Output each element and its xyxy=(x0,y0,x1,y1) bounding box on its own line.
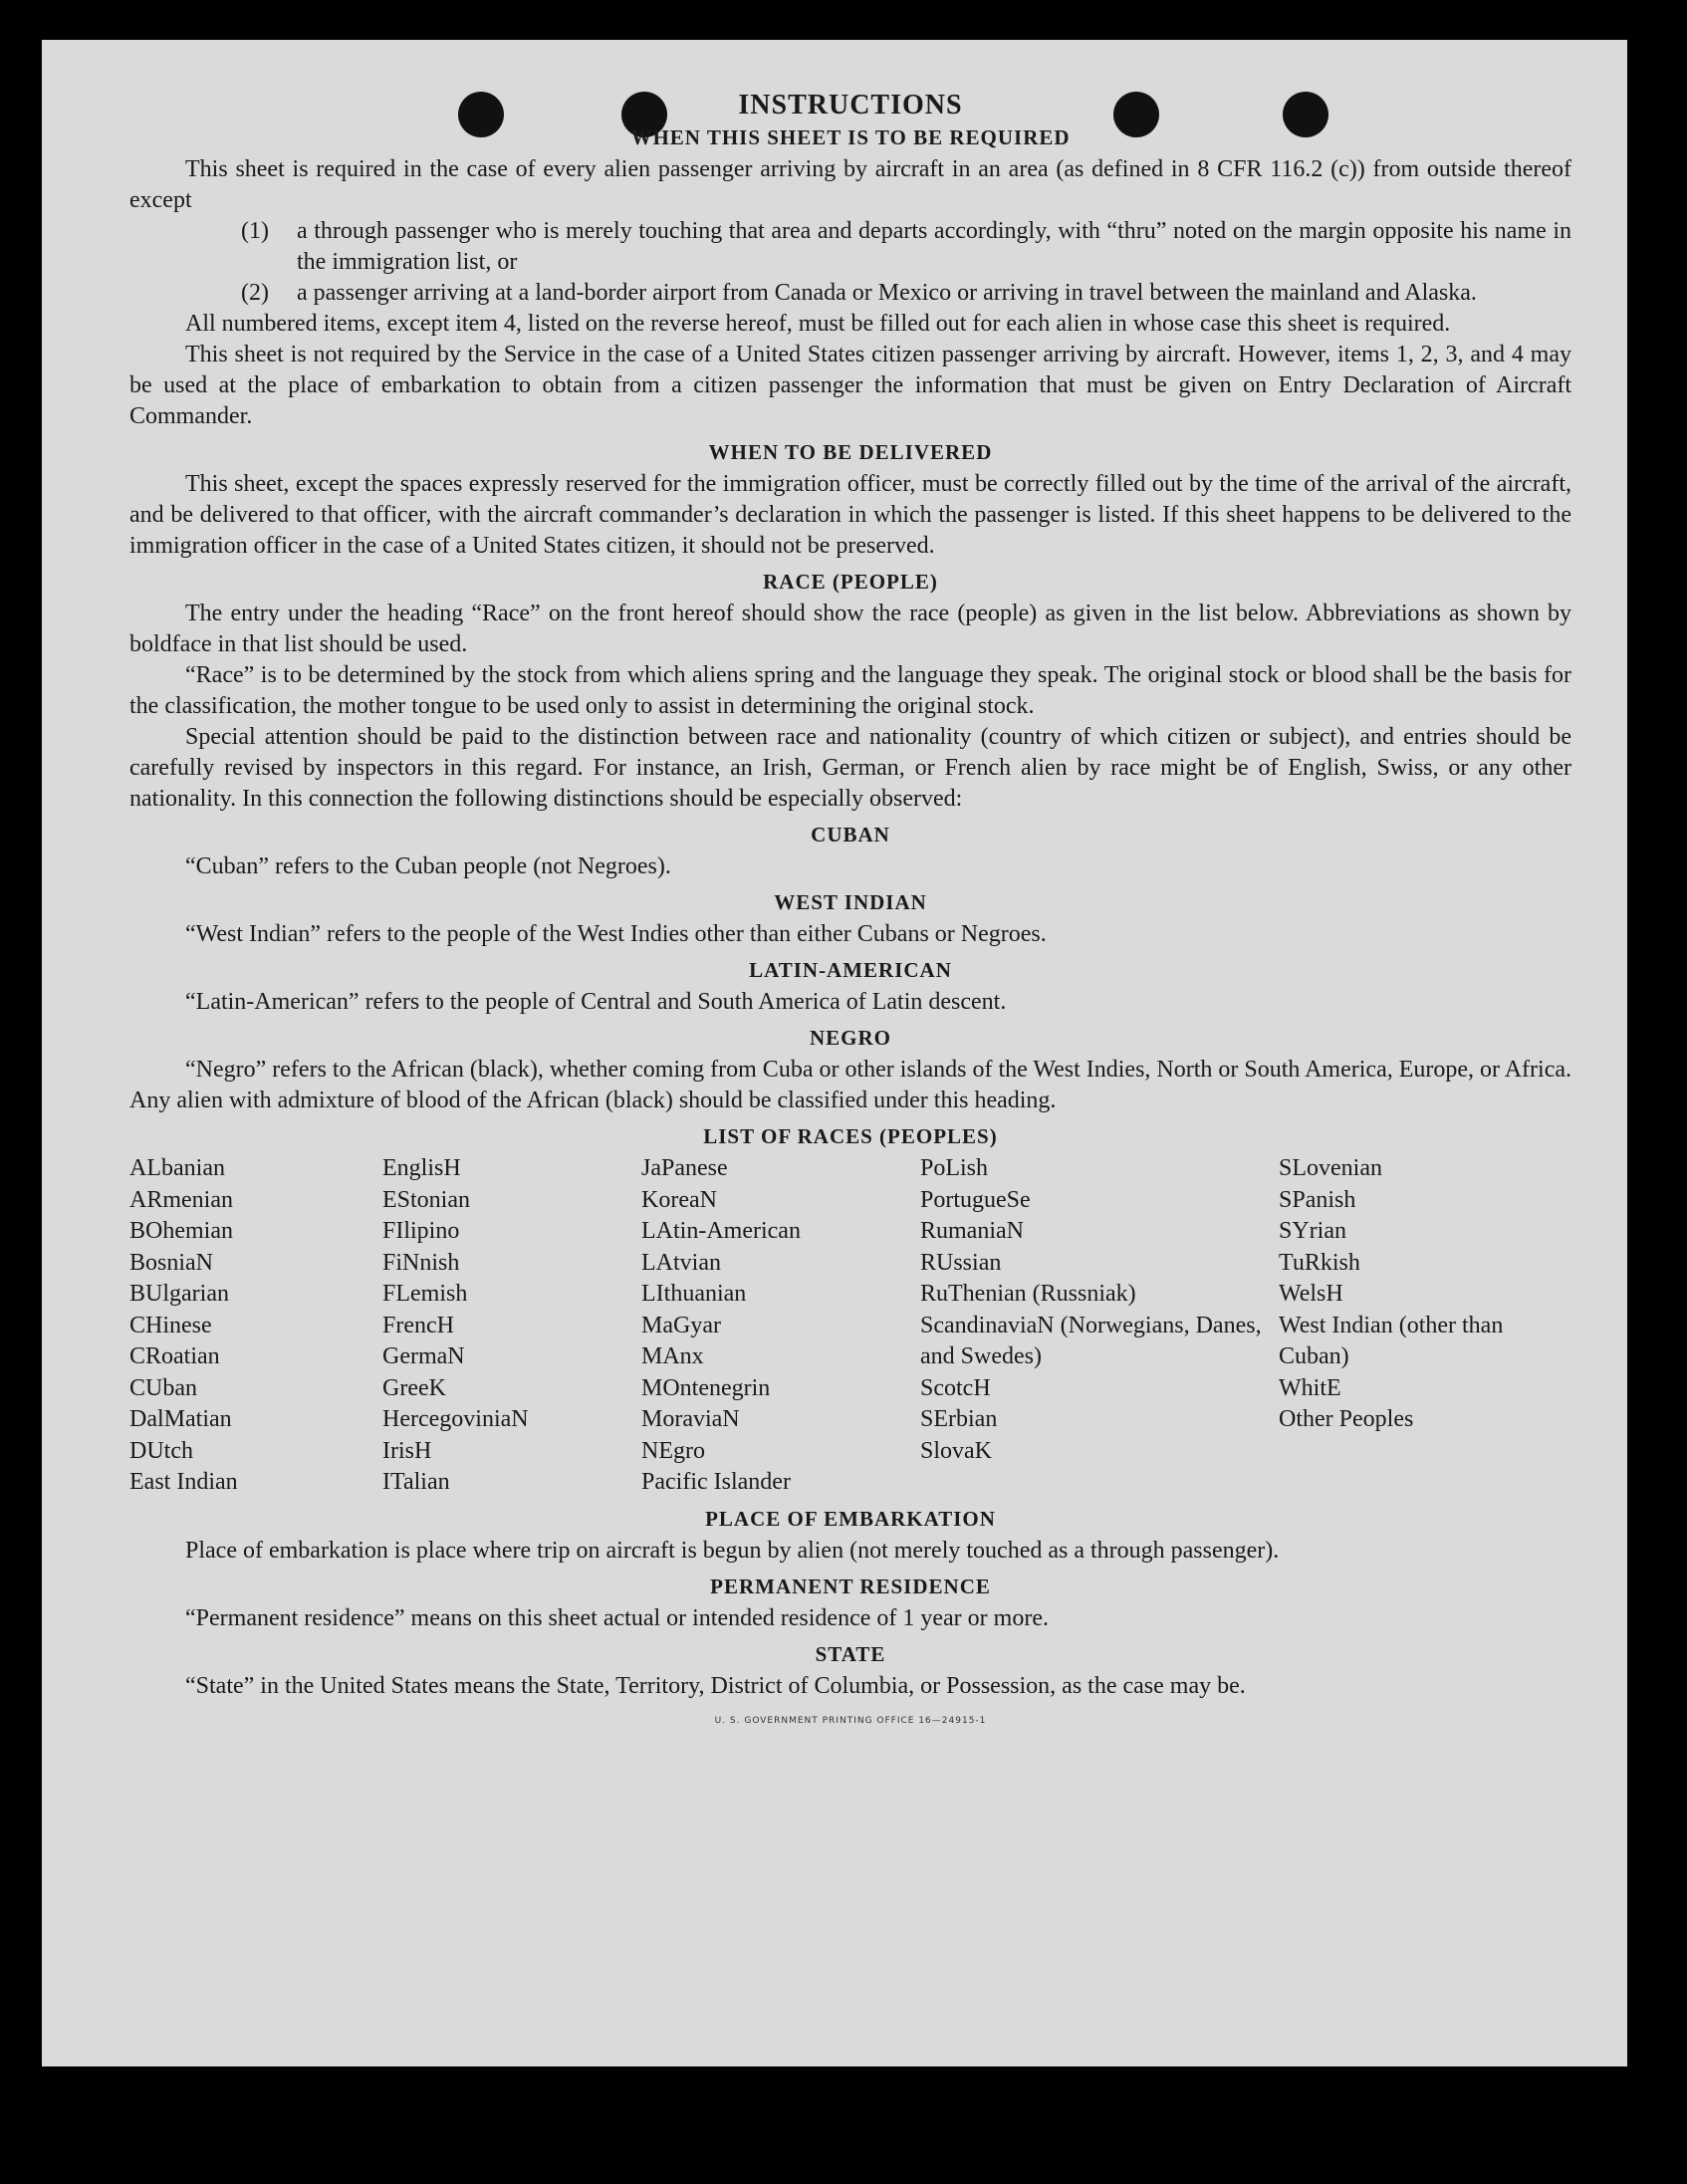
section-heading: LIST OF RACES (PEOPLES) xyxy=(703,1124,998,1148)
race-column xyxy=(920,1153,1279,1499)
paragraph: “West Indian” refers to the people of the West Indies other than either Cubans or Negroes. xyxy=(185,921,1047,947)
race-item: EnglisH xyxy=(382,1155,461,1181)
race-item: DUtch xyxy=(129,1437,193,1464)
paragraph: “Permanent residence” means on this sheet actual or intended residence of 1 year or more. xyxy=(185,1604,1049,1631)
document-content xyxy=(129,90,1571,1726)
paragraph: “Race” is to be determined by the stock from which aliens spring and the language they speak. The original stock or blood shall be the basis for the classification, the mother tongue to be used only to assist in determining the original stock. xyxy=(129,662,1571,719)
race-item: ScotcH xyxy=(920,1374,991,1401)
race-item: SlovaK xyxy=(920,1437,992,1464)
race-item: EStonian xyxy=(382,1186,470,1213)
race-item: RUssian xyxy=(920,1249,1002,1276)
race-item: IrisH xyxy=(382,1437,432,1464)
race-item: Pacific Islander xyxy=(641,1469,791,1495)
race-item: Other Peoples xyxy=(1279,1406,1414,1432)
race-item: FIlipino xyxy=(382,1218,460,1244)
paragraph: “Negro” refers to the African (black), whether coming from Cuba or other islands of the West Indies, North or South America, Europe, or Africa. Any alien with admixture of blood of the African (black) should be classified under this heading. xyxy=(129,1057,1571,1113)
item-text: a through passenger who is merely touching that area and departs accordingly, with “thru” noted on the margin opposite his name in the immigration list, or xyxy=(297,218,1571,275)
race-item: CRoatian xyxy=(129,1343,220,1369)
item-number: (1) xyxy=(241,218,269,244)
race-item: SErbian xyxy=(920,1406,998,1432)
race-item: KoreaN xyxy=(641,1186,717,1213)
race-item: West Indian (other than Cuban) xyxy=(1279,1312,1504,1369)
paragraph: This sheet is required in the case of every alien passenger arriving by aircraft in an area (as defined in 8 CFR 116.2 (c)) from outside thereof except xyxy=(129,156,1571,213)
race-item: FLemish xyxy=(382,1281,468,1307)
section-heading: WEST INDIAN xyxy=(774,890,927,914)
race-item: TuRkish xyxy=(1279,1249,1360,1276)
race-item: LAtvian xyxy=(641,1249,721,1276)
race-item: SYrian xyxy=(1279,1218,1346,1244)
printer-imprint: U. S. GOVERNMENT PRINTING OFFICE 16—24915-1 xyxy=(714,1715,987,1726)
race-column xyxy=(382,1153,641,1499)
race-item: East Indian xyxy=(129,1469,238,1495)
paragraph: “Cuban” refers to the Cuban people (not Negroes). xyxy=(185,853,671,879)
race-column xyxy=(1279,1153,1567,1499)
race-item: MaGyar xyxy=(641,1312,721,1338)
race-item: NEgro xyxy=(641,1437,705,1464)
race-list xyxy=(129,1153,1571,1499)
race-item: ScandinaviaN (Norwegians, Danes, and Swedes) xyxy=(920,1312,1262,1369)
paragraph: All numbered items, except item 4, listed on the reverse hereof, must be filled out for each alien in whose case this sheet is required. xyxy=(185,311,1451,337)
race-item: BosniaN xyxy=(129,1249,213,1276)
race-item: LAtin-American xyxy=(641,1218,801,1244)
section-heading: PLACE OF EMBARKATION xyxy=(705,1506,996,1531)
paragraph: This sheet, except the spaces expressly reserved for the immigration officer, must be correctly filled out by the time of the arrival of the aircraft, and be delivered to that officer, with the aircraft commander’s declaration in which the passenger is listed. If this sheet happens to be delivered to the immigration officer in the case of a United States citizen, it should not be preserved. xyxy=(129,471,1571,559)
race-item: ITalian xyxy=(382,1469,450,1495)
race-column xyxy=(129,1153,382,1499)
section-heading: WHEN THIS SHEET IS TO BE REQUIRED xyxy=(630,125,1071,149)
paragraph: This sheet is not required by the Service in the case of a United States citizen passenger arriving by aircraft. However, items 1, 2, 3, and 4 may be used at the place of embarkation to obtain from a citizen passenger the information that must be given on Entry Declaration of Aircraft Commander. xyxy=(129,342,1571,429)
numbered-item xyxy=(129,216,1571,278)
race-item: BOhemian xyxy=(129,1218,233,1244)
paragraph: Place of embarkation is place where trip on aircraft is begun by alien (not merely touched as a through passenger). xyxy=(185,1537,1280,1564)
race-item: HercegoviniaN xyxy=(382,1406,529,1432)
race-item: BUlgarian xyxy=(129,1281,229,1307)
item-number: (2) xyxy=(241,280,269,306)
race-item: SPanish xyxy=(1279,1186,1356,1213)
race-item: DalMatian xyxy=(129,1406,232,1432)
section-heading: PERMANENT RESIDENCE xyxy=(710,1574,991,1598)
paragraph: “State” in the United States means the State, Territory, District of Columbia, or Possession, as the case may be. xyxy=(185,1672,1246,1699)
race-item: MOntenegrin xyxy=(641,1374,771,1401)
race-item: RuThenian (Russniak) xyxy=(920,1281,1136,1307)
race-item: CUban xyxy=(129,1374,197,1401)
page-title: INSTRUCTIONS xyxy=(738,90,963,121)
paragraph: Special attention should be paid to the distinction between race and nationality (country of which citizen or subject), and entries should be carefully revised by inspectors in this regard. For instance, an Irish, German, or French alien by race might be of English, Swiss, or any other nationality. In this connection the following distinctions should be especially observed: xyxy=(129,724,1571,812)
paragraph: “Latin-American” refers to the people of Central and South America of Latin descent. xyxy=(185,989,1007,1015)
race-item: SLovenian xyxy=(1279,1155,1382,1181)
race-item: FrencH xyxy=(382,1312,454,1338)
section-heading: NEGRO xyxy=(809,1026,891,1050)
race-item: LIthuanian xyxy=(641,1281,747,1307)
race-item: FiNnish xyxy=(382,1249,460,1276)
item-text: a passenger arriving at a land-border airport from Canada or Mexico or arriving in travel between the mainland and Alaska. xyxy=(297,280,1477,306)
race-column xyxy=(641,1153,920,1499)
race-item: WhitE xyxy=(1279,1374,1341,1401)
section-heading: STATE xyxy=(815,1641,886,1666)
race-item: CHinese xyxy=(129,1312,212,1338)
race-item: JaPanese xyxy=(641,1155,728,1181)
race-item: ARmenian xyxy=(129,1186,233,1213)
section-heading: CUBAN xyxy=(811,823,890,847)
numbered-item xyxy=(129,278,1571,309)
race-item: GreeK xyxy=(382,1374,446,1401)
paragraph: The entry under the heading “Race” on the front hereof should show the race (people) as given in the list below. Abbreviations as shown by boldface in that list should be used. xyxy=(129,601,1571,657)
race-item: PoLish xyxy=(920,1155,989,1181)
section-heading: WHEN TO BE DELIVERED xyxy=(708,440,993,464)
section-heading: RACE (PEOPLE) xyxy=(763,570,938,594)
race-item: PortugueSe xyxy=(920,1186,1031,1213)
race-item: RumaniaN xyxy=(920,1218,1024,1244)
race-item: MoraviaN xyxy=(641,1406,740,1432)
race-item: MAnx xyxy=(641,1343,704,1369)
race-item: WelsH xyxy=(1279,1281,1343,1307)
section-heading: LATIN-AMERICAN xyxy=(749,958,952,982)
document-sheet xyxy=(42,40,1627,2066)
race-item: ALbanian xyxy=(129,1155,225,1181)
race-item: GermaN xyxy=(382,1343,465,1369)
